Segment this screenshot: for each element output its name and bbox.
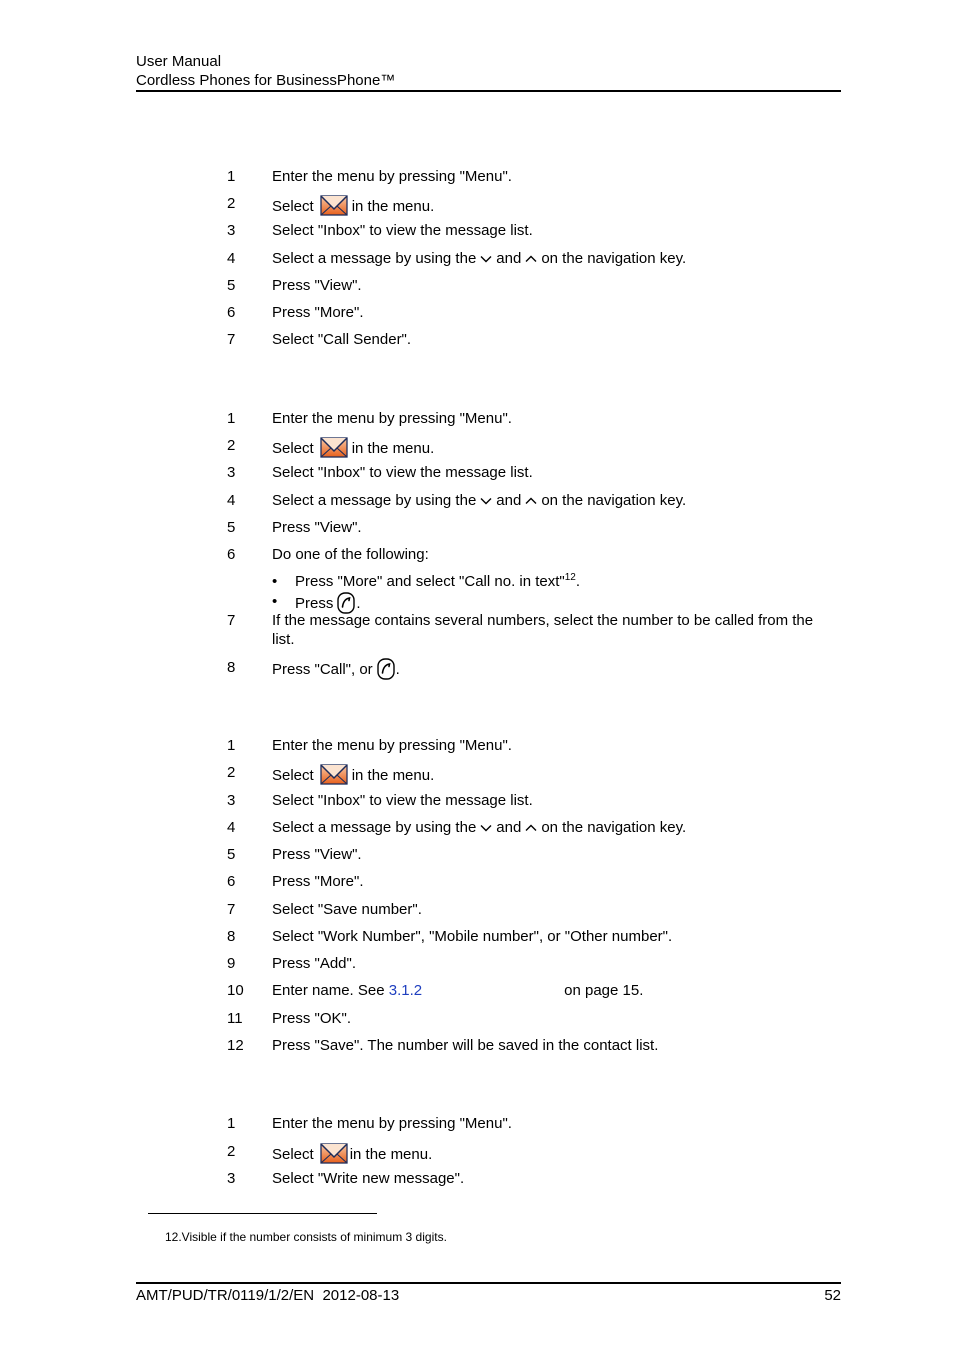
- arrow-up-icon: [525, 255, 537, 263]
- doc-id: AMT/PUD/TR/0119/1/2/EN: [136, 1287, 315, 1304]
- envelope-icon: [320, 194, 348, 216]
- doc-date: 2012-08-13: [322, 1287, 400, 1304]
- arrow-down-icon: [480, 255, 492, 263]
- arrow-down-icon: [480, 497, 492, 505]
- envelope-icon: [320, 436, 348, 458]
- arrow-down-icon: [480, 824, 492, 832]
- footer-doc-info: [136, 1286, 399, 1305]
- envelope-icon: [320, 1142, 348, 1164]
- header-subtitle: Cordless Phones for BusinessPhone™: [136, 72, 396, 89]
- footer-rule: [136, 1282, 841, 1284]
- section-link[interactable]: 3.1.2: [388, 982, 423, 999]
- page-header: [136, 52, 841, 90]
- envelope-icon: [320, 763, 348, 785]
- footnote-rule: [148, 1213, 377, 1214]
- header-rule: [136, 90, 841, 92]
- header-title: User Manual: [136, 53, 222, 70]
- call-key-icon: [377, 658, 395, 680]
- arrow-up-icon: [525, 824, 537, 832]
- page-number: 52: [824, 1287, 841, 1304]
- footnote: 12.Visible if the number consists of minimum 3 digits.: [165, 1230, 447, 1244]
- arrow-up-icon: [525, 497, 537, 505]
